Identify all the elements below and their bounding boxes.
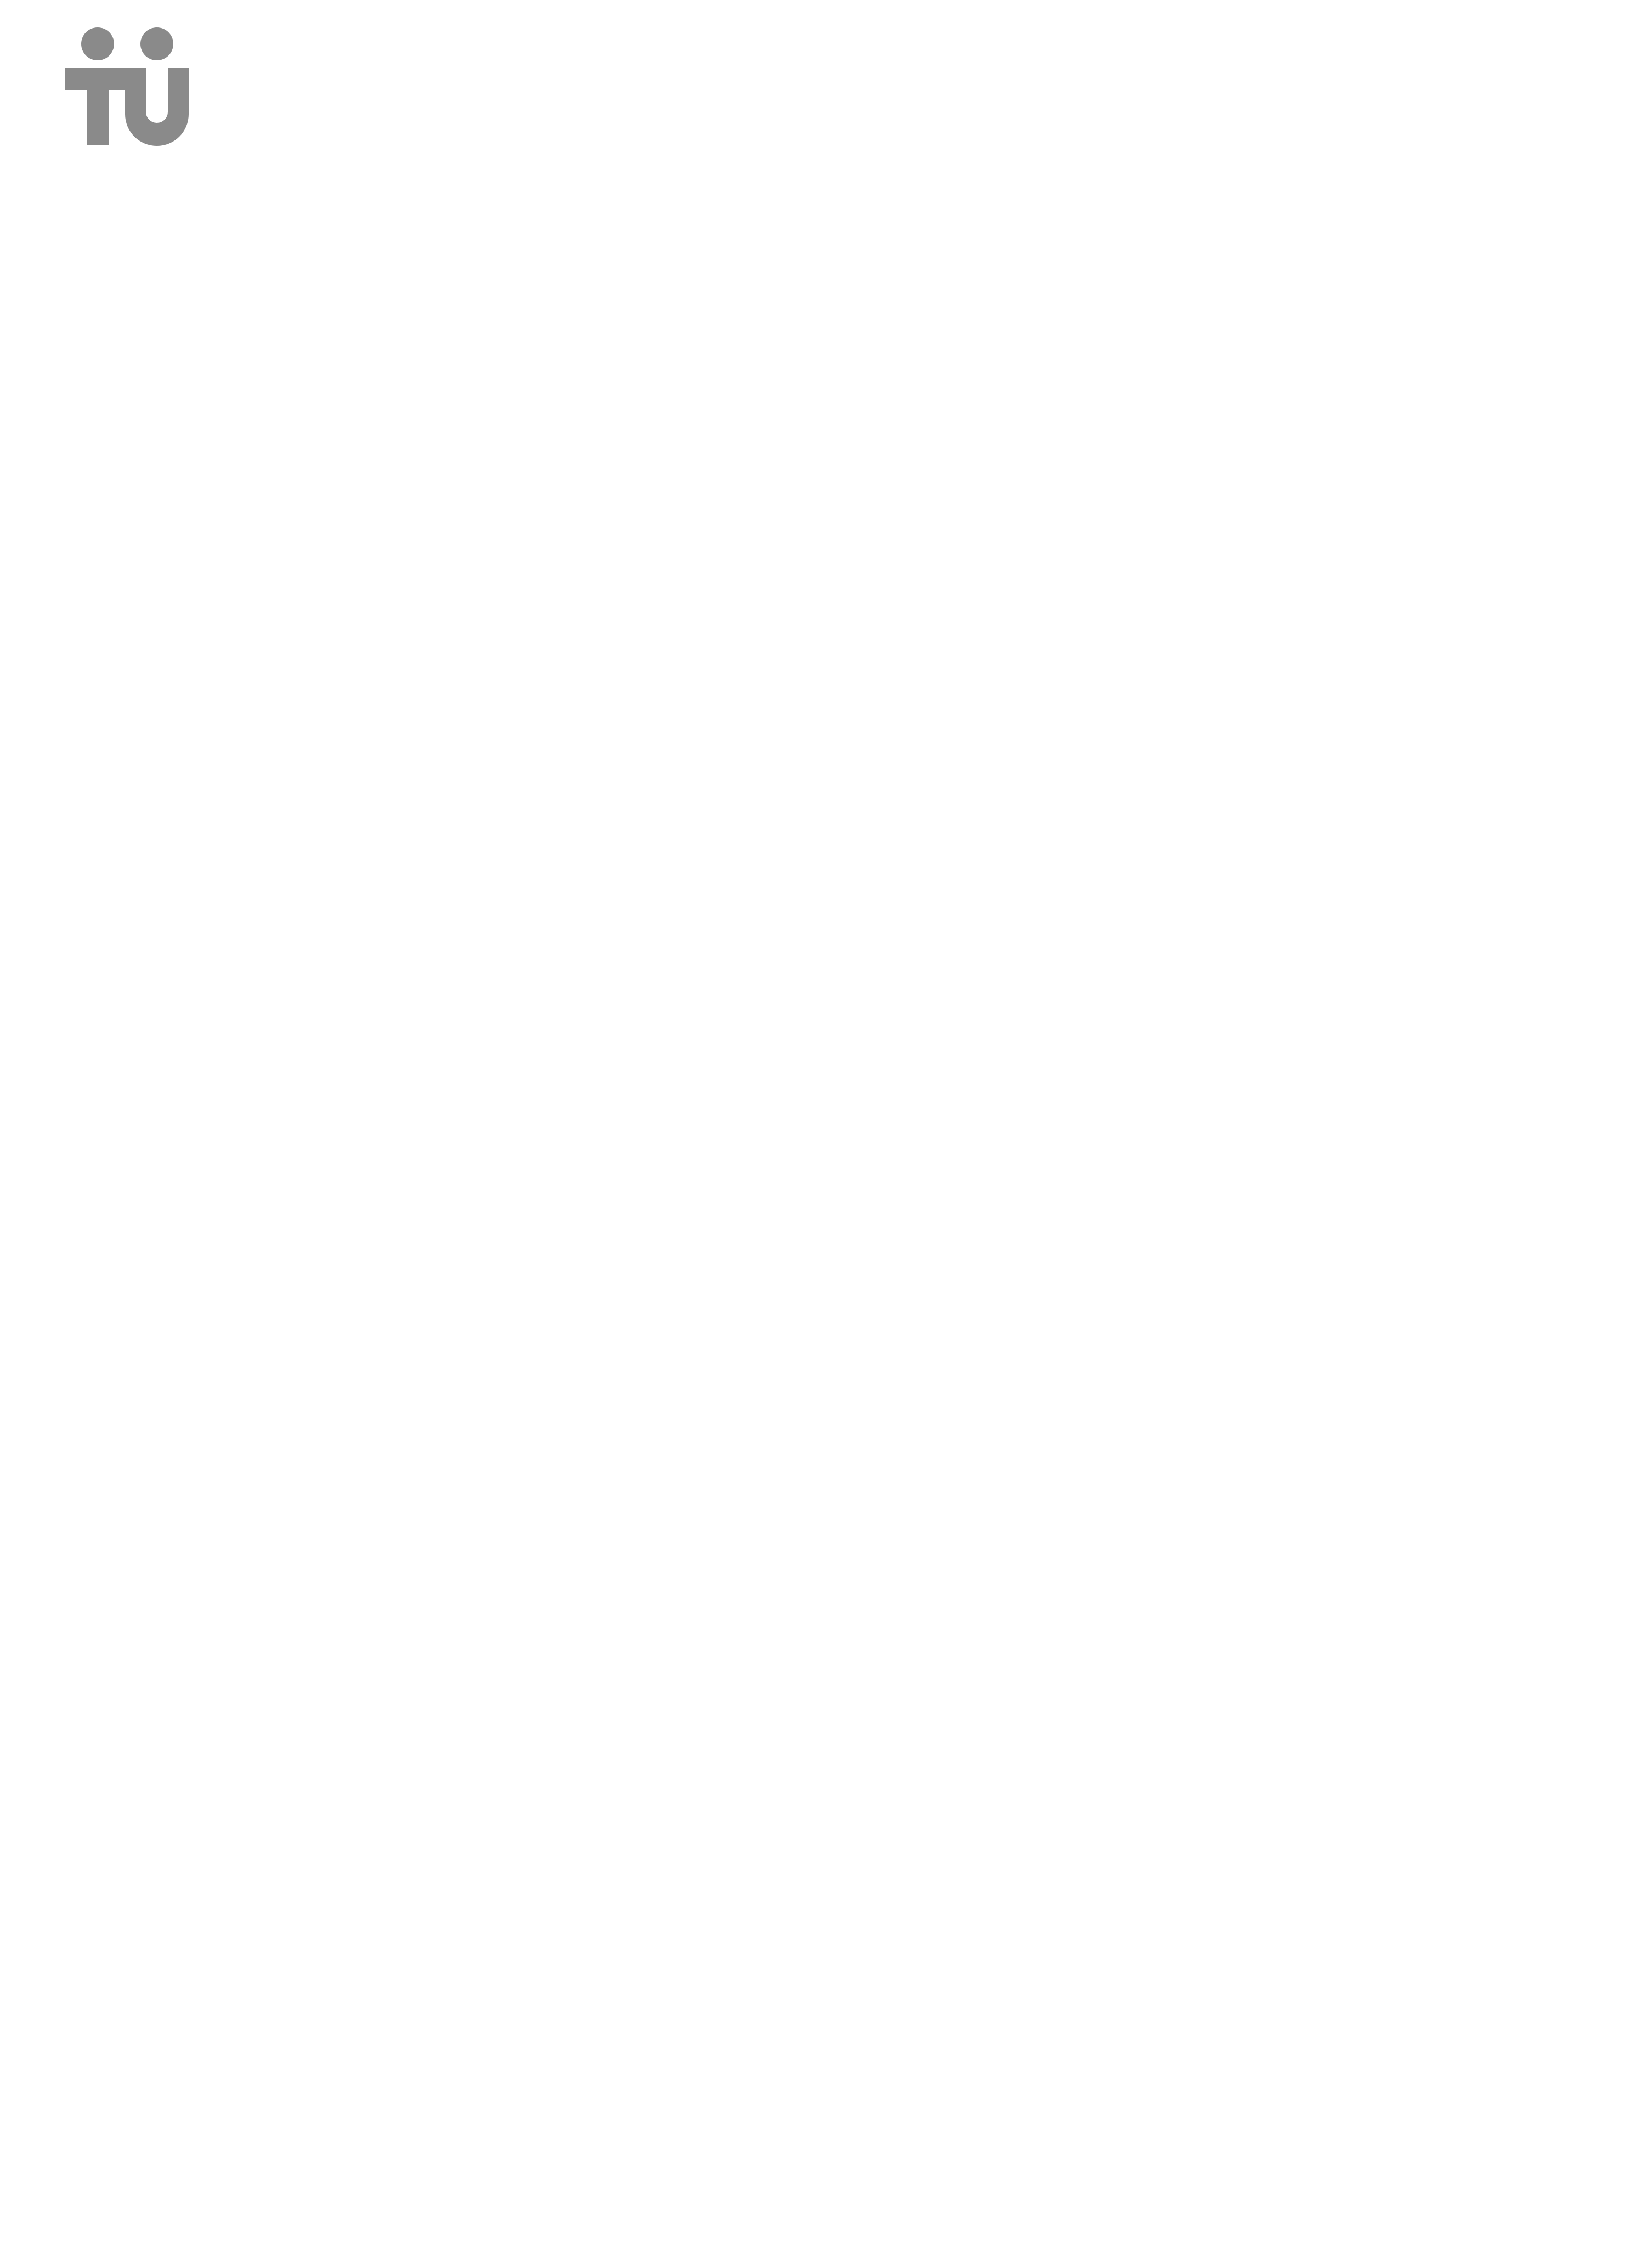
logo-mark [65, 21, 191, 147]
masthead [1305, 3, 1645, 20]
logo [65, 21, 191, 180]
